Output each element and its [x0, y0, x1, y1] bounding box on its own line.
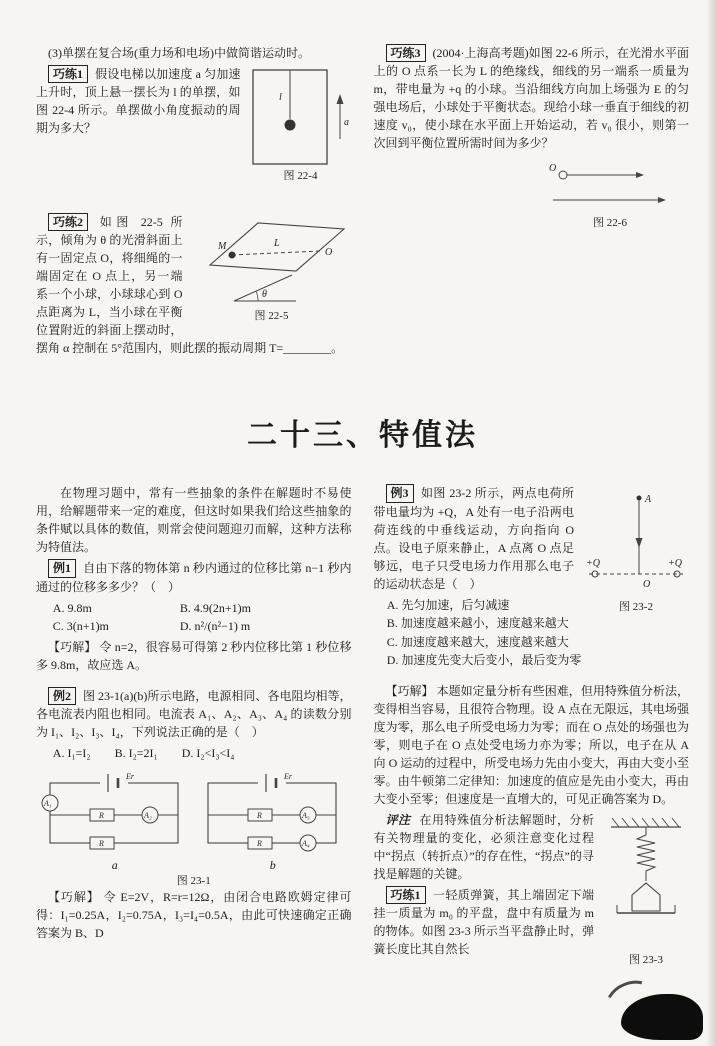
figure-23-2	[583, 486, 689, 614]
battery-label: Er	[125, 771, 134, 781]
practice-22-3-block	[374, 44, 690, 230]
option-a: A. I₁=I₂	[52, 746, 91, 761]
practice-22-2-block	[36, 213, 352, 360]
bottom-left-column	[36, 484, 352, 981]
practice-22-2-text: 如图 22-5 所示，倾角为 θ 的光滑斜面上有一固定点 O，将细绳的一端固定在 O 点上，另一端系一个小球，小球球心到 O 点距离为 L，当小球在平衡位置附近的斜面上摆动时，摆角 α 控制在 5°范围内，则此摆的振动周期 T=________。	[36, 215, 344, 356]
example-1-options	[36, 599, 352, 636]
ammeter-1-label: A₁	[43, 798, 52, 808]
practice-22-1-tag: 巧练1	[48, 65, 88, 83]
resistor-label: R	[256, 838, 262, 848]
example-1-paragraph	[36, 559, 352, 595]
top-left-column	[36, 44, 352, 370]
figure-22-5-caption: 图 22-5	[254, 310, 289, 323]
option-d: D. n²/(n²−1) m	[179, 619, 251, 634]
point-charges-figure	[583, 486, 689, 598]
option-d: D. I₂<I₃<I₄	[181, 746, 235, 761]
figure-22-6-caption: 图 22-6	[593, 217, 627, 230]
practice-23-1-text: 一轻质弹簧，其上端固定下端挂一质量为 m₀ 的平盘，盘中有质量为 m 的物体。如图 23-3 所示当平盘静止时，弹簧长度比其自然长	[373, 888, 594, 957]
example-3-solution: 【巧解】 本题如定量分析有些困难，但用特殊值分析法，变得相当容易，且很符合物理。设 A 点在无限远，其电场强度为零，那么电子所受电场力为零；而在 O 点处的场强也为零，则电子在 O 点处受电场力亦为零；所以，电子在从 A 向 O 运动的过程中，所受电场力先由小变大，再由大变小至零。由牛顿第二定律知：加速度的值应是先由小变大，再由大变小至零；但速度是一直增大的，可见正确答案为 D。	[373, 684, 689, 807]
circuit-b	[198, 767, 348, 872]
ammeter-2-label: A₂	[143, 810, 152, 820]
option-c: C. 3(n+1)m	[52, 619, 109, 634]
item-3-text: (3)单摆在复合场(重力场和电场)中做简谐运动时。	[48, 46, 310, 60]
option-b: B. 加速度越来越小，速度越来越大	[386, 616, 569, 631]
figure-23-3	[603, 813, 689, 967]
option-a: A. 先匀加速，后匀减速	[386, 597, 510, 612]
top-section	[36, 44, 689, 370]
example-2-paragraph	[36, 687, 352, 741]
charge-left-label: +Q	[586, 558, 600, 570]
resistor-label: R	[98, 810, 104, 820]
example-3-block	[374, 484, 690, 672]
circuit-b-figure	[198, 767, 348, 859]
length-label: l	[278, 92, 282, 103]
example-2-text: 图 23-1(a)(b)所示电路，电源相同、各电阻均相等，各电流表内阻也相同。电流表 A₁、A₂、A₃、A₄ 的读数分别为 I₁、I₂、I₃、I₄，下列说法正确的是（ ）	[36, 688, 352, 740]
note-tag: 评注	[385, 813, 411, 828]
practice-22-1-block	[36, 65, 352, 187]
charged-ball-line-figure	[545, 160, 675, 214]
example-2-block	[36, 687, 352, 945]
point-o-label: O	[549, 163, 557, 175]
practice-22-2-tag: 巧练2	[48, 213, 88, 231]
chapter-title: 二十三、特值法	[247, 419, 478, 453]
figure-22-4	[250, 67, 352, 183]
figure-23-2-caption: 图 23-2	[619, 601, 653, 614]
circuit-a-sublabel: a	[111, 857, 118, 872]
option-c: C. 加速度越来越大，速度越来越大	[386, 634, 569, 649]
option-b: B. 4.9(2n+1)m	[179, 600, 251, 615]
example-3-text: 如图 23-2 所示，两点电荷所带电量均为 +Q，A 处有一电子沿两电荷连线的中垂线运动，方向指向 O 点。设电子原来静止，A 点离 O 点足够远，电子只受电场力作用那么电子的运动状态是（ ）	[373, 486, 574, 591]
bottom-section	[36, 484, 689, 981]
figure-22-5	[192, 215, 352, 323]
method-intro-text: 在物理习题中，常有一些抽象的条件在解题时不易使用，给解题带来一定的难度，但这时如果我们给这些抽象的条件赋以具体的数值，则常会使问题迎刃而解，这种方法称为特值法。	[36, 486, 352, 555]
figure-22-6	[545, 160, 675, 230]
figure-22-4-caption: 图 22-4	[283, 170, 318, 182]
practice-22-3-text: (2004·上海高考题)如图 22-6 所示，在光滑水平面上的 O 点系一长为 L 的绝缘线，细线的另一端系一质量为 m，带电量为 +q 的小球。当沿细线方向加上场强为 E 的匀强电场后，小球处于平衡状态。现给小球一垂直于细线的初速度 v₀，使小球在水平面上开始运动，若 v₀ 很小，则第一次回到平衡位置所需时间为多少？	[373, 46, 689, 151]
option-a: A. 9.8m	[52, 600, 92, 615]
example-1-text: 自由下落的物体第 n 秒内通过的位移比第 n−1 秒内通过的位移多多少？（ ）	[36, 561, 352, 594]
figure-23-1	[36, 767, 352, 872]
example-2-solution: 【巧解】 令 E=2V，R=r=12Ω，由闭合电路欧姆定律可得：I₁=0.25A，I₂=0.75A，I₃=I₄=0.5A，由此可快速确定正确答案为 B、D	[36, 890, 352, 941]
practice-22-1-text: 假设电梯以加速度 a 匀加速上升时，顶上悬一摆长为 l 的单摆，如图 22-4 所示。单摆做小角度振动的周期为多大？	[36, 67, 241, 136]
circuit-a-figure	[40, 767, 190, 859]
incline-pendulum-figure	[192, 215, 352, 307]
figure-23-1-caption: 图 23-1	[176, 874, 211, 887]
bottom-right-column	[374, 484, 690, 981]
ammeter-4-label: A₄	[301, 838, 310, 848]
example-1-block	[36, 559, 352, 676]
acceleration-label: a	[343, 117, 349, 128]
resistor-label: R	[256, 810, 262, 820]
fixed-point-label: O	[324, 247, 332, 259]
option-b: B. I₂=2I₁	[114, 746, 158, 761]
point-o-label: O	[643, 579, 651, 591]
example-1-solution: 【巧解】 令 n=2，很容易可得第 2 秒内位移比第 1 秒位移多 9.8m，故应选 A。	[36, 639, 352, 672]
practice-23-1-tag: 巧练1	[386, 886, 426, 904]
note-and-practice-block	[374, 811, 690, 971]
example-2-options	[36, 744, 352, 763]
length-label: L	[273, 238, 280, 250]
ammeter-3-label: A₃	[301, 810, 310, 820]
spring-pan-figure	[603, 813, 689, 951]
note-text: 在用特殊值分析法解题时，分析有关物理量的变化，必须注意变化过程中“拐点（转折点）”的存在性，“拐点”的寻找是解题的关键。	[373, 813, 594, 882]
scan-artifact-blob	[621, 994, 703, 1040]
figure-23-3-caption: 图 23-3	[629, 954, 663, 967]
charge-right-label: +Q	[668, 558, 682, 570]
top-right-column	[374, 44, 690, 370]
example-1-tag: 例1	[48, 559, 76, 577]
circuit-a	[40, 767, 190, 872]
practice-22-3-paragraph	[374, 44, 690, 152]
point-a-label: A	[645, 494, 652, 506]
angle-label: θ	[261, 289, 267, 301]
page-edge-shadow	[706, 0, 715, 1046]
option-d: D. 加速度先变大后变小，最后变为零	[386, 653, 582, 668]
resistor-label: R	[98, 838, 104, 848]
elevator-pendulum-figure	[250, 67, 352, 167]
practice-22-3-tag: 巧练3	[386, 44, 426, 62]
example-2-tag: 例2	[48, 687, 76, 705]
circuit-b-sublabel: b	[269, 857, 276, 872]
example-3-tag: 例3	[386, 484, 414, 502]
ball-label: M	[217, 241, 226, 253]
battery-label: Er	[283, 771, 292, 781]
